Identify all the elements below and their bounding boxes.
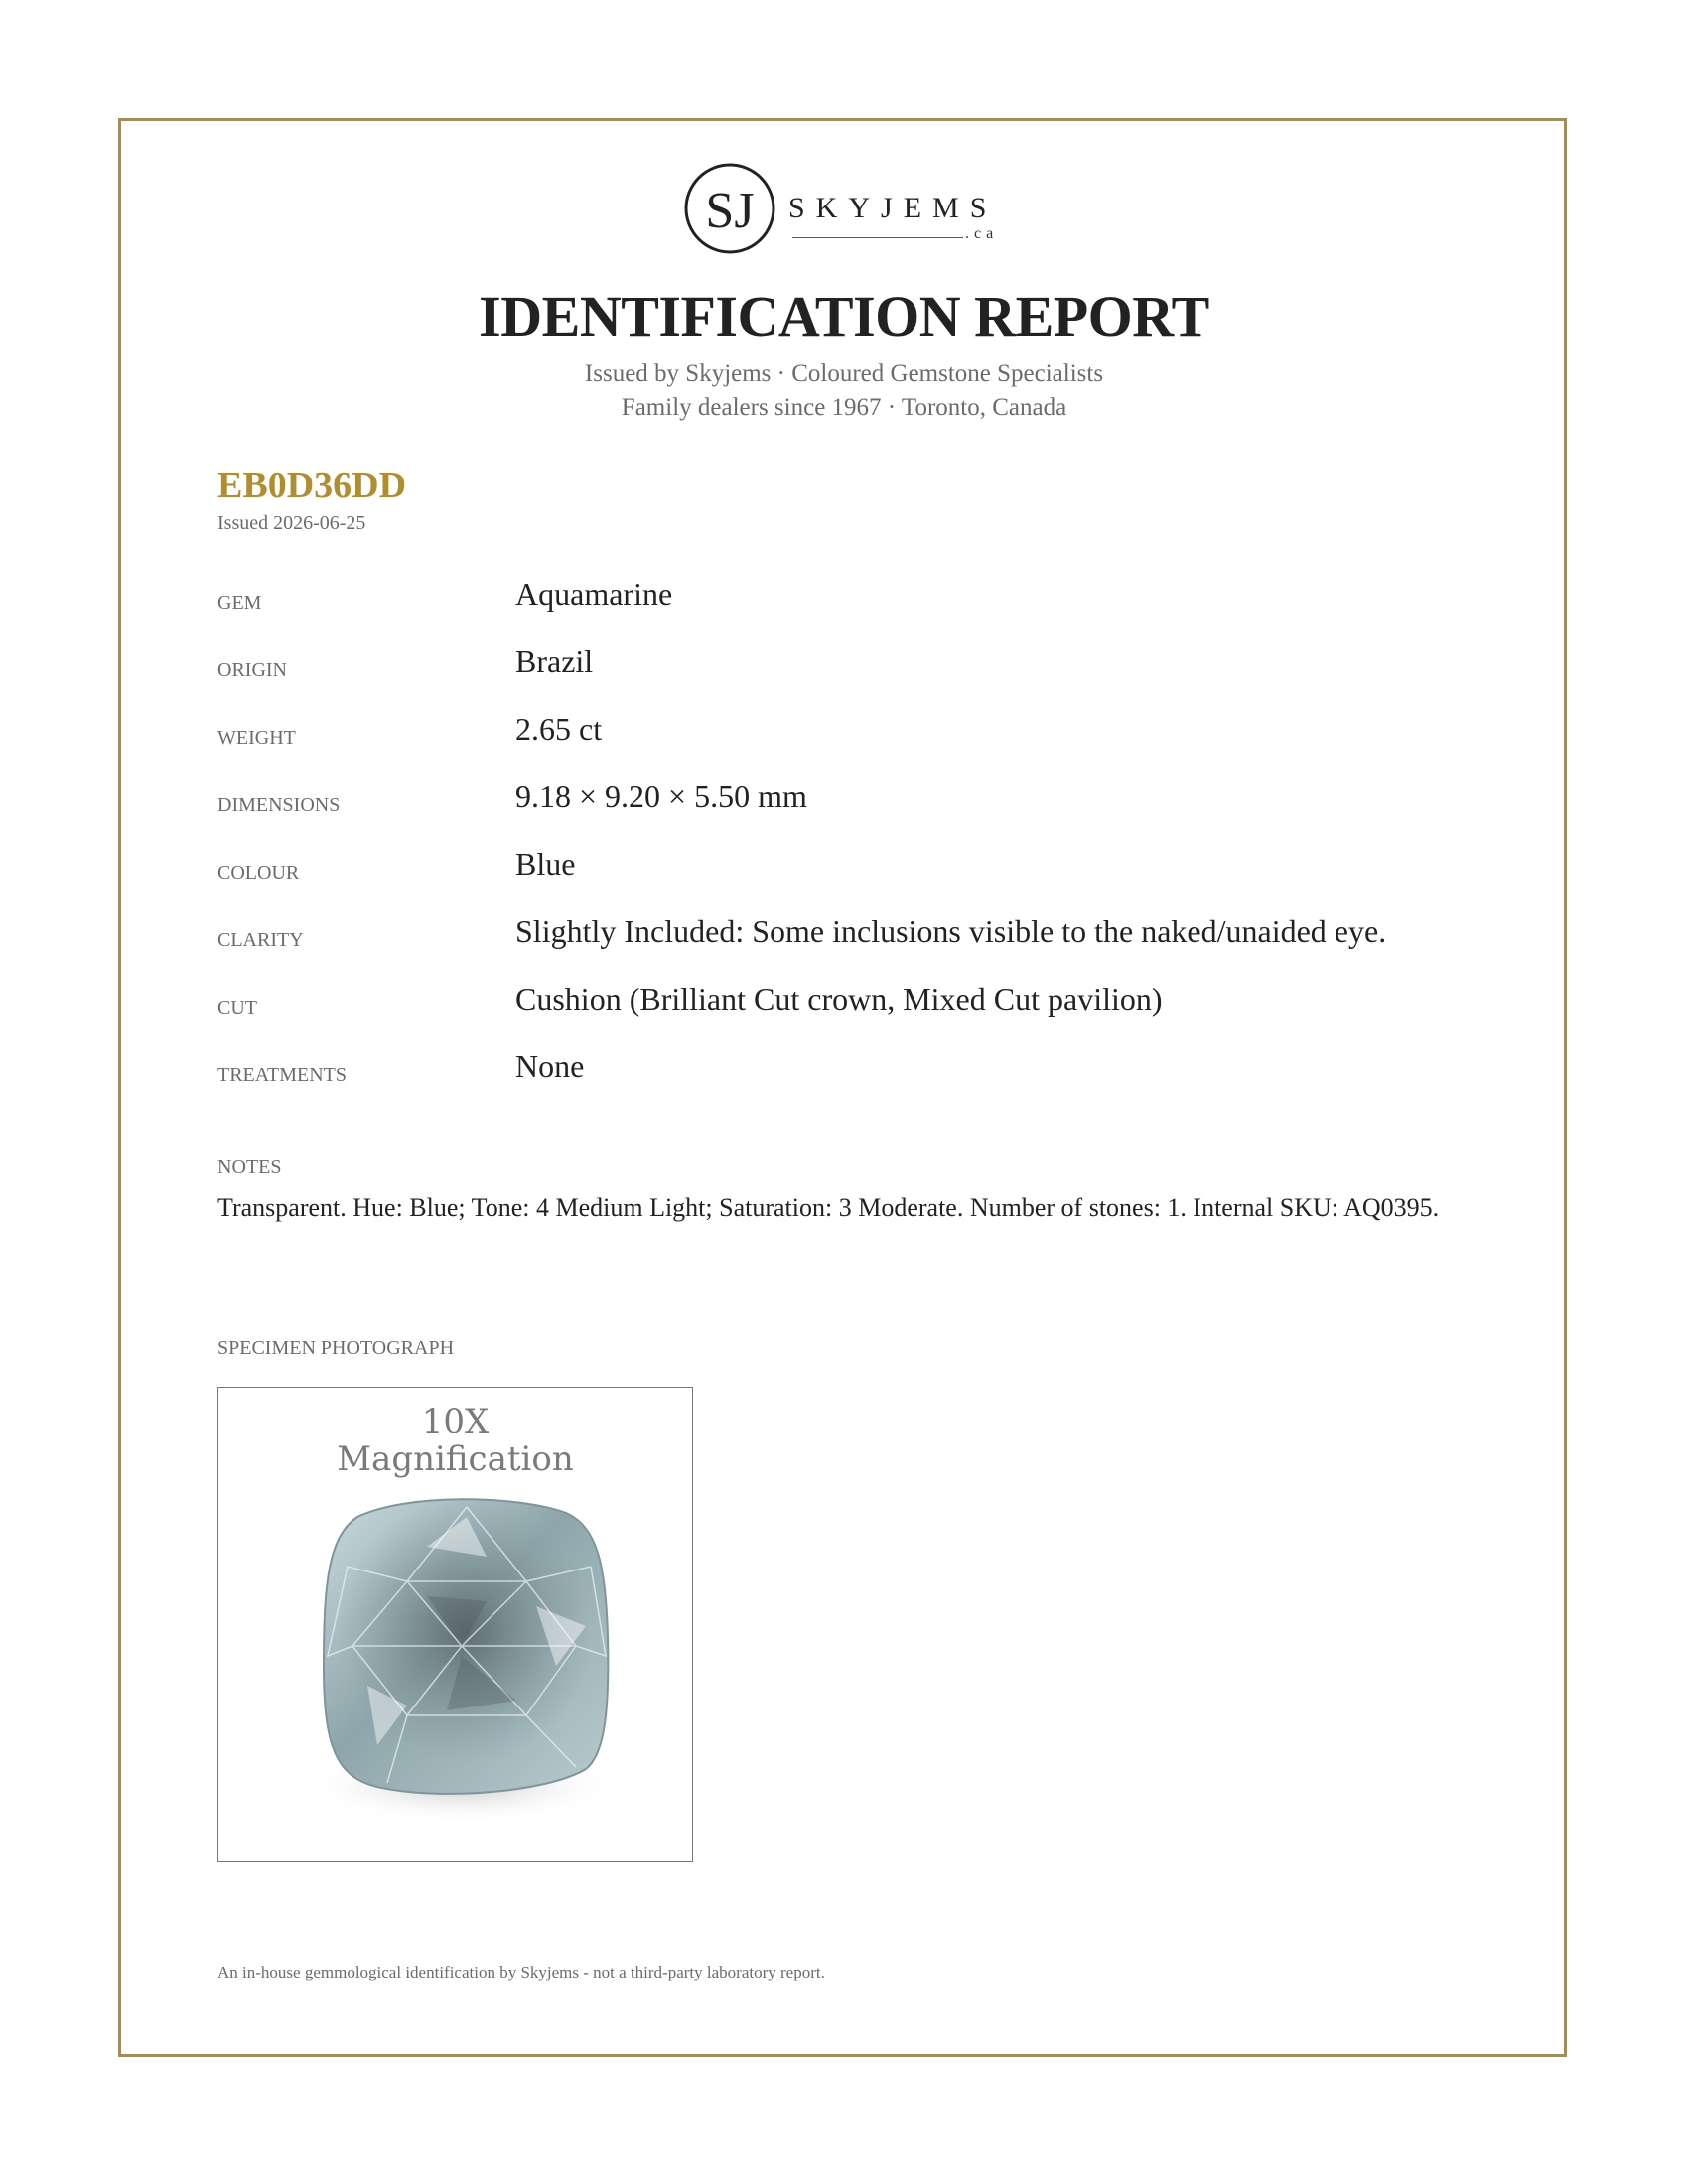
field-label: WEIGHT: [217, 727, 296, 749]
brand-tld: .ca: [965, 225, 999, 242]
field-label: CLARITY: [217, 929, 304, 951]
subtitle-issuer: Issued by Skyjems · Coloured Gemstone Specialists: [584, 360, 1104, 387]
sj-monogram-icon: [683, 162, 776, 255]
field-label: GEM: [217, 592, 262, 614]
specimen-photo: [217, 1387, 693, 1862]
brand-name: SKYJEMS: [788, 192, 998, 224]
field-label: COLOUR: [217, 862, 300, 884]
monogram-text: SJ: [705, 183, 755, 239]
field-value: None: [515, 1048, 585, 1084]
notes-label: NOTES: [217, 1157, 282, 1178]
skyjems-logo: [683, 162, 1011, 261]
field-value: Brazil: [515, 643, 594, 679]
field-row-treatments: [217, 1048, 1459, 1098]
gem-photo-icon: [288, 1487, 626, 1844]
report-title: IDENTIFICATION REPORT: [479, 284, 1209, 348]
report-id: EB0D36DD: [217, 465, 407, 506]
field-value: Slightly Included: Some inclusions visible to the naked/unaided eye.: [515, 913, 1387, 949]
field-row-clarity: [217, 913, 1459, 963]
field-label: ORIGIN: [217, 659, 287, 681]
notes-text: Transparent. Hue: Blue; Tone: 4 Medium Light; Saturation: 3 Moderate. Number of stones: 1. Internal SKU: AQ0395.: [217, 1193, 1440, 1222]
field-value: Aquamarine: [515, 576, 673, 612]
field-row-dimensions: [217, 778, 1459, 828]
issued-date: Issued 2026-06-25: [217, 512, 366, 534]
field-row-cut: [217, 981, 1459, 1030]
field-value: 9.18 × 9.20 × 5.50 mm: [515, 778, 807, 814]
field-row-origin: [217, 643, 1459, 693]
brand-rule: [792, 237, 963, 238]
field-row-colour: [217, 846, 1459, 895]
field-value: 2.65 ct: [515, 711, 603, 747]
field-label: TREATMENTS: [217, 1064, 347, 1086]
photo-label: SPECIMEN PHOTOGRAPH: [217, 1337, 455, 1359]
field-row-weight: [217, 711, 1459, 760]
subtitle-history: Family dealers since 1967 · Toronto, Canada: [621, 394, 1067, 421]
magnification-value: 10X: [421, 1402, 490, 1441]
field-value: Cushion (Brilliant Cut crown, Mixed Cut pavilion): [515, 981, 1163, 1017]
footer-disclaimer: An in-house gemmological identification by Skyjems - not a third-party laboratory report.: [217, 1963, 825, 1981]
field-value: Blue: [515, 846, 576, 882]
field-label: DIMENSIONS: [217, 794, 341, 816]
field-label: CUT: [217, 997, 257, 1019]
magnification-label: Magnification: [337, 1439, 574, 1479]
field-row-gem: [217, 576, 1459, 625]
